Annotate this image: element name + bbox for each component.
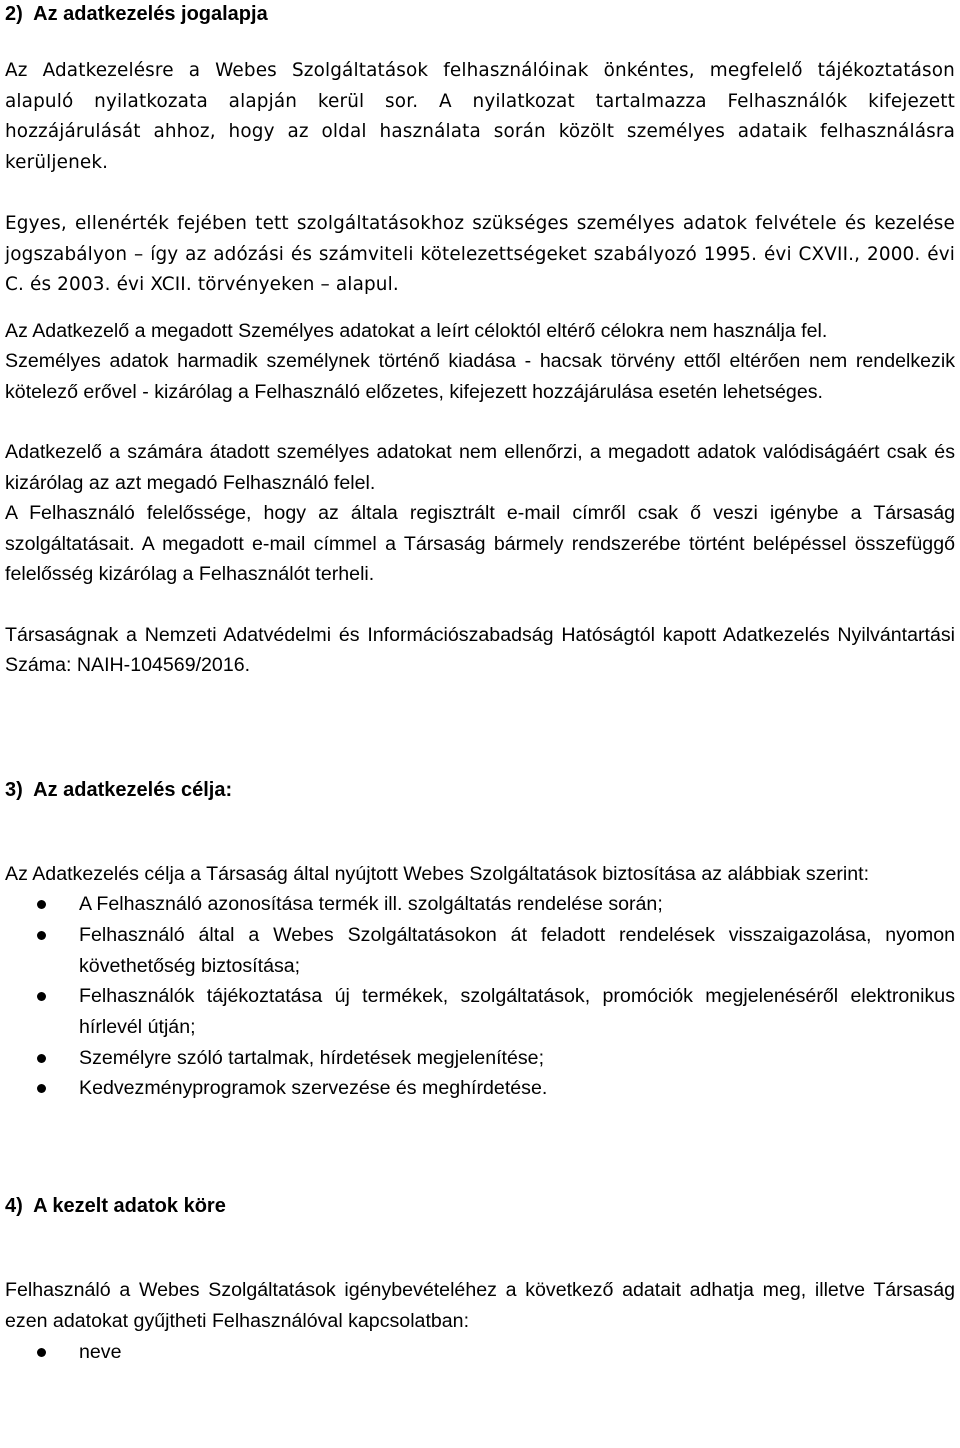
- section-2-paragraph-4: Személyes adatok harmadik személynek történő kiadása - hacsak törvény ettől eltérően nem rendelkezik kötelező erővel - kizárólag a Felhasználó előzetes, kifejezett hozzájárulása esetén lehetséges.: [5, 350, 955, 403]
- section-3-heading: 3) Az adatkezelés célja:: [5, 778, 233, 801]
- bullet-icon: [37, 992, 46, 1001]
- section-2-paragraph-1: Az Adatkezelésre a Webes Szolgáltatások felhasználóinak önkéntes, megfelelő tájékoztatáson alapuló nyilatkozata alapján kerül sor. A nyilatkozat tartalmazza Felhasználók kifejezett hozzájárulását ahhoz, hogy az oldal használata során közölt személyes adataik felhasználásra kerüljenek.: [5, 60, 955, 173]
- section-2-paragraph-2: Egyes, ellenérték fejében tett szolgáltatásokhoz szükséges személyes adatok felvétele és kezelése jogszabályon – így az adózási és számviteli kötelezettségeket szabályozó 1995. évi CXVII., 2000. évi C. és 2003. évi XCII. törvényeken – alapul.: [5, 213, 955, 295]
- list-item: Felhasználók tájékoztatása új termékek, szolgáltatások, promóciók megjelenéséről elektronikus hírlevél útján;: [79, 981, 955, 1042]
- section-2-paragraph-5: Adatkezelő a számára átadott személyes adatokat nem ellenőrzi, a megadott adatok valódiságáért csak és kizárólag az azt megadó Felhasználó felel.: [5, 441, 955, 494]
- section-4-heading: 4) A kezelt adatok köre: [5, 1195, 226, 1218]
- list-item: Személyre szóló tartalmak, hírdetések megjelenítése;: [79, 1043, 955, 1074]
- section-4-data-list: [5, 1337, 955, 1368]
- bullet-icon: [37, 931, 46, 940]
- list-item: A Felhasználó azonosítása termék ill. szolgáltatás rendelése során;: [79, 889, 955, 920]
- document-page: [5, 0, 955, 1367]
- section-4-intro: Felhasználó a Webes Szolgáltatások igénybevételéhez a következő adatait adhatja meg, illetve Társaság ezen adatokat gyűjtheti Felhasználóval kapcsolatban:: [5, 1279, 955, 1332]
- section-2-heading: 2) Az adatkezelés jogalapja: [5, 3, 268, 25]
- list-item: neve: [79, 1337, 955, 1368]
- list-item: Felhasználó által a Webes Szolgáltatásokon át feladott rendelések visszaigazolása, nyomon követhetőség biztosítása;: [79, 920, 955, 981]
- bullet-icon: [37, 1084, 46, 1093]
- list-item: Kedvezményprogramok szervezése és meghírdetése.: [79, 1073, 955, 1104]
- bullet-icon: [37, 1054, 46, 1063]
- section-3-intro: Az Adatkezelés célja a Társaság által nyújtott Webes Szolgáltatások biztosítása az alábbiak szerint:: [5, 862, 870, 885]
- bullet-icon: [37, 900, 46, 909]
- bullet-icon: [37, 1348, 46, 1357]
- section-2-paragraph-3: Az Adatkezelő a megadott Személyes adatokat a leírt céloktól eltérő célokra nem használja fel.: [5, 319, 828, 342]
- section-3-purpose-list: [5, 889, 955, 1104]
- section-2-paragraph-7: Társaságnak a Nemzeti Adatvédelmi és Információszabadság Hatóságtól kapott Adatkezelés Nyilvántartási Száma: NAIH-104569/2016.: [5, 623, 955, 676]
- section-2-paragraph-6: A Felhasználó felelőssége, hogy az általa regisztrált e-mail címről csak ő veszi igénybe a Társaság szolgáltatásait. A megadott e-mail címmel a Társaság bármely rendszerébe történt belépéssel összefüggő felelősség kizárólag a Felhasználót terheli.: [5, 502, 955, 585]
